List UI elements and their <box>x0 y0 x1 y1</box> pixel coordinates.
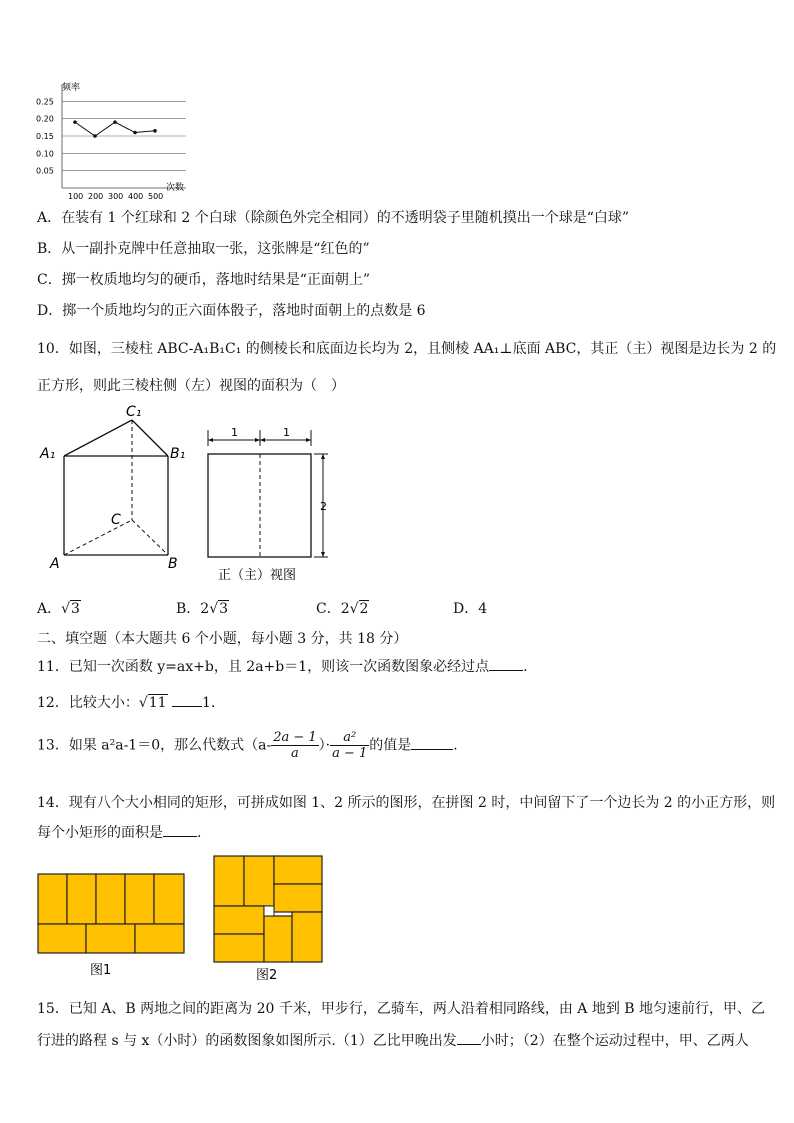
chart-point <box>113 120 117 124</box>
q14-blank <box>163 835 197 837</box>
q13 <box>37 730 458 761</box>
fig1-caption: 图1 <box>90 963 112 978</box>
chart-point <box>93 134 97 138</box>
q10-option-b-prefix: B．2 <box>176 601 210 617</box>
q11-end: . <box>523 659 528 675</box>
fig2-caption: 图2 <box>256 968 278 983</box>
q15-line2b: 小时；（2）在整个运动过程中，甲、乙两人 <box>480 1033 749 1049</box>
q14-line1: 14．现有八个大小相同的矩形，可拼成如图 1、2 所示的图形，在拼图 2 时，中间留下了一个边长为 2 的小正方形，则 <box>37 795 776 811</box>
q9-option-d: D．掷一个质地均匀的正六面体骰子，落地时面朝上的点数是 6 <box>37 303 426 319</box>
chart-xlabel: 次数 <box>166 183 185 193</box>
tiling-figure-2 <box>212 854 324 984</box>
chart-ytick-label: 0.15 <box>36 132 54 141</box>
chart-xtick-label: 200 <box>88 192 104 201</box>
chart-ytick-label: 0.05 <box>36 166 54 176</box>
q12-text: 12．比较大小： <box>37 695 139 711</box>
q9-option-b: B．从一副扑克牌中任意抽取一张，这张牌是“红色的” <box>37 241 370 257</box>
chart-ytick-label: 0.25 <box>36 97 54 107</box>
chart-point <box>153 129 157 133</box>
q10-option-a-prefix: A． <box>37 601 62 617</box>
chart-xtick-label: 100 <box>68 192 84 201</box>
q10-option-a-radicand: 3 <box>71 601 80 617</box>
label-b1: B₁ <box>170 446 186 462</box>
chart-xtick-label: 500 <box>148 192 164 201</box>
q14-line2-text: 每个小矩形的面积是 <box>37 825 163 841</box>
chart-point <box>133 131 137 135</box>
q9-option-c: C．掷一枚质地均匀的硬币，落地时结果是“正面朝上” <box>37 272 371 288</box>
q14-line2 <box>37 822 201 842</box>
prism-figure <box>36 400 196 575</box>
q10-stem-line2: 正方形，则此三棱柱侧（左）视图的面积为（ ） <box>37 378 345 394</box>
chart-xtick-label: 400 <box>128 192 144 201</box>
q14-end: . <box>197 825 202 841</box>
front-view-caption: 正（主）视图 <box>218 568 297 583</box>
q11 <box>37 656 528 676</box>
label-c1: C₁ <box>126 404 142 420</box>
dim-height: 2 <box>320 500 327 513</box>
label-b: B <box>168 556 178 572</box>
q10-option-c-prefix: C．2 <box>316 601 350 617</box>
q10-stem-line1: 10．如图，三棱柱 ABC-A₁B₁C₁ 的侧棱长和底面边长均为 2，且侧棱 AA₁⊥底面 ABC，其正（主）视图是边长为 2 的 <box>37 341 777 357</box>
q13-fraction-2-num: a² <box>330 730 369 746</box>
q13-mid: ）· <box>318 737 331 754</box>
label-a: A <box>50 556 60 572</box>
q13-fraction-1 <box>271 730 318 761</box>
q9-option-a: A．在装有 1 个红球和 2 个白球（除颜色外完全相同）的不透明袋子里随机摸出一个球是“白球” <box>37 210 630 226</box>
label-c: C <box>111 512 121 528</box>
q12: 12．比较大小：√11 1． <box>37 695 225 711</box>
q15-line2 <box>37 1030 749 1050</box>
q15-line2a: 行进的路程 s 与 x（小时）的函数图象如图所示.（1）乙比甲晚出发 <box>37 1033 457 1049</box>
chart-xtick-label: 300 <box>108 192 124 201</box>
q12-blank <box>172 705 202 707</box>
q13-fraction-1-num: 2a − 1 <box>273 730 317 745</box>
q12-radicand: 11 <box>148 695 167 711</box>
q10-option-c-radicand: 2 <box>359 601 369 617</box>
tiling-figure-1 <box>36 872 188 980</box>
q13-end: 的值是 <box>369 737 412 754</box>
q15-line1: 15．已知 A、B 两地之间的距离为 20 千米，甲步行，乙骑车，两人沿着相同路线，由 A 地到 B 地匀速前行，甲、乙 <box>37 1001 766 1017</box>
chart-series-line <box>75 122 155 136</box>
q13-blank <box>411 748 453 750</box>
q13-fraction-2-den: a − 1 <box>332 746 368 761</box>
q10-option-b-radicand: 3 <box>219 601 229 617</box>
q13-prefix: 13．如果 a²a-1＝0，那么代数式（a- <box>37 737 272 754</box>
q10-option-c: C．2√2 <box>316 601 369 617</box>
chart-ylabel: 频率 <box>62 83 81 93</box>
front-view-figure <box>200 422 340 584</box>
section2-heading: 二、填空题（本大题共 6 个小题，每小题 3 分，共 18 分） <box>37 631 408 647</box>
dim-right: 1 <box>283 426 290 439</box>
q11-text: 11．已知一次函数 y=ax+b，且 2a+b＝1，则该一次函数图象必经过点 <box>37 659 490 675</box>
chart-ytick-label: 0.20 <box>36 114 54 124</box>
q13-fraction-2 <box>330 730 369 761</box>
q10-option-d: D．4 <box>453 601 488 617</box>
q10-option-b: B．2√3 <box>176 601 229 617</box>
label-a1: A₁ <box>40 446 56 462</box>
q15-blank <box>457 1043 481 1045</box>
q13-dot: . <box>453 737 458 754</box>
q12-end: 1． <box>202 695 225 711</box>
dim-left: 1 <box>231 426 238 439</box>
chart-point <box>73 120 77 124</box>
q10-option-a: A．√3 <box>37 601 80 617</box>
chart-ytick-label: 0.10 <box>36 149 54 159</box>
q13-fraction-1-den: a <box>291 746 299 761</box>
frequency-chart <box>30 78 200 201</box>
q11-blank <box>489 669 523 671</box>
